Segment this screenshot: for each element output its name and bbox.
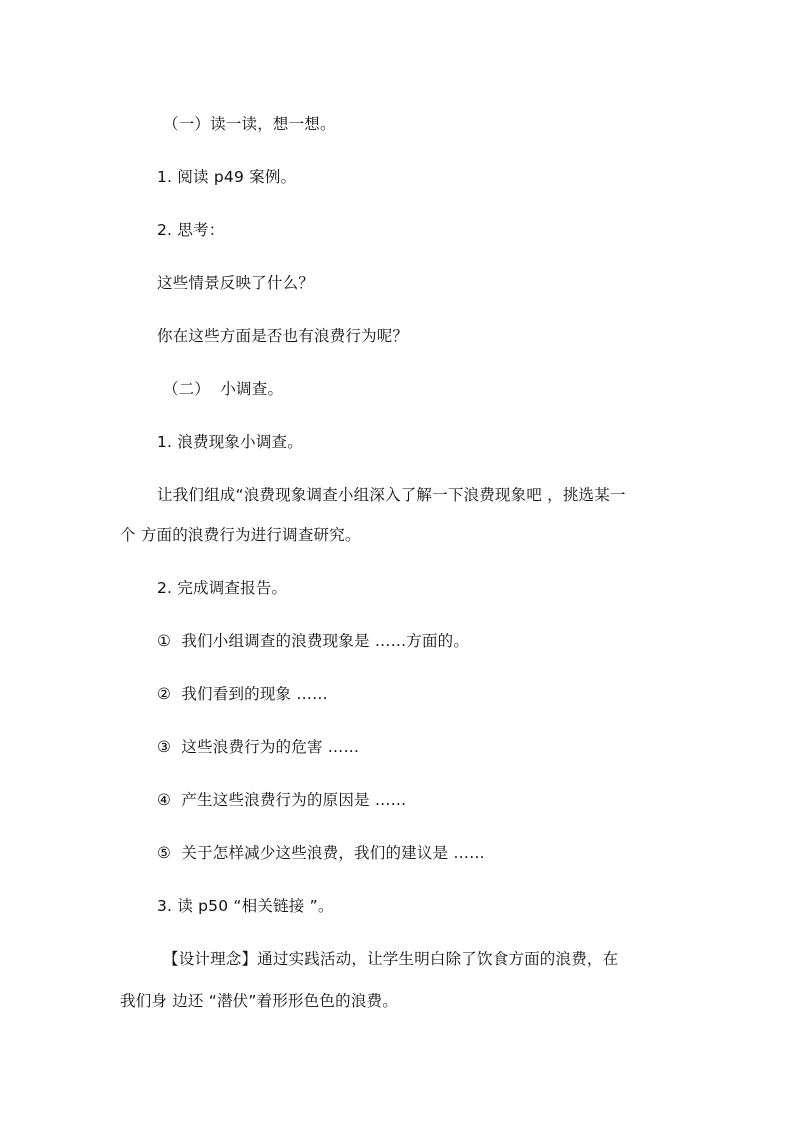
- question-text: 这些情景反映了什么？: [157, 274, 315, 292]
- list-item-survey: 1. 浪费现象小调查。: [157, 433, 303, 451]
- report-item: ② 我们看到的现象 ……: [157, 685, 328, 703]
- report-item: ① 我们小组调查的浪费现象是 ……方面的。: [157, 632, 470, 650]
- report-item: ④ 产生这些浪费行为的原因是 ……: [157, 791, 407, 809]
- paragraph-line: 个 方面的浪费行为进行调查研究。: [120, 526, 361, 544]
- list-item-related-link: 3. 读 p50 “相关链接 ”。: [157, 897, 334, 915]
- design-concept-paragraph: 【设计理念】通过实践活动，让学生明白除了饮食方面的浪费，在: [163, 950, 619, 968]
- list-item-report: 2. 完成调查报告。: [157, 579, 288, 597]
- list-item-think: 2. 思考：: [157, 221, 225, 239]
- section-heading-survey: （二） 小调查。: [163, 380, 284, 398]
- section-heading-read-think: （一）读一读，想一想。: [163, 115, 336, 133]
- report-item: ③ 这些浪费行为的危害 ……: [157, 738, 360, 756]
- report-item: ⑤ 关于怎样减少这些浪费，我们的建议是 ……: [157, 844, 485, 862]
- list-item-read-case: 1. 阅读 p49 案例。: [157, 168, 297, 186]
- paragraph-line: 让我们组成“浪费现象调查小组深入了解一下浪费现象吧 ，挑选某一: [157, 486, 626, 504]
- design-concept-paragraph: 我们身 边还 “潜伏”着形形色色的浪费。: [120, 992, 398, 1010]
- question-text: 你在这些方面是否也有浪费行为呢？: [157, 327, 409, 345]
